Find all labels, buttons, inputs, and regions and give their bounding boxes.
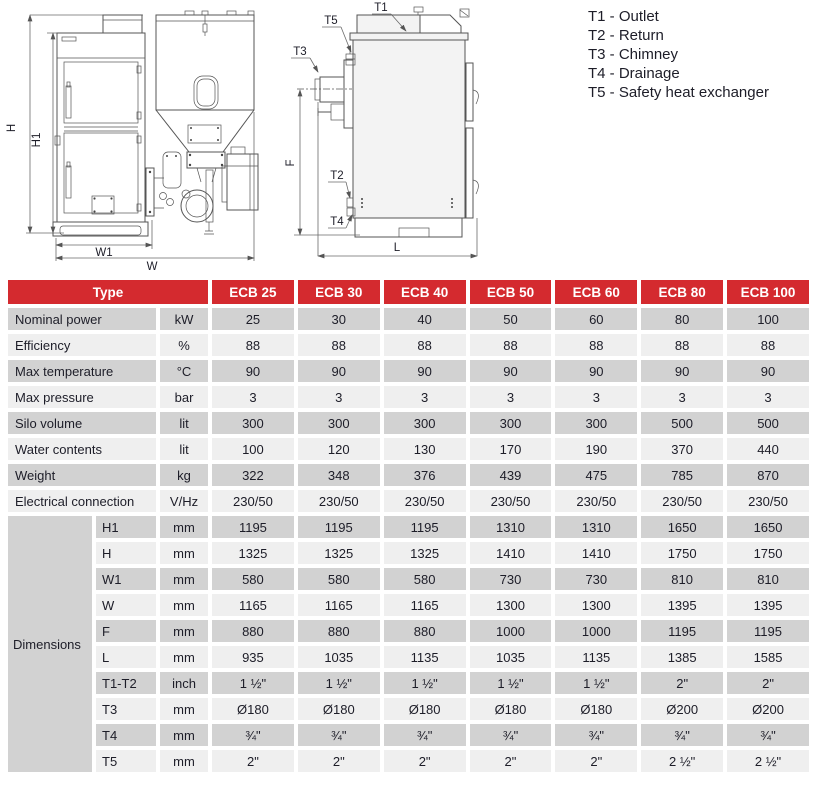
- value-cell: 2": [555, 750, 637, 772]
- value-cell: 1 ½": [212, 672, 294, 694]
- row-unit: mm: [160, 724, 208, 746]
- dim-label-f: F: [285, 159, 297, 167]
- dimension-label: W: [96, 594, 156, 616]
- value-cell: 40: [384, 308, 466, 330]
- legend-item-t5: T5 - Safety heat exchanger: [588, 84, 769, 101]
- spec-row: [8, 308, 809, 330]
- value-cell: 1650: [641, 516, 723, 538]
- value-cell: 100: [212, 438, 294, 460]
- row-label: Electrical connection: [8, 490, 156, 512]
- value-cell: 1410: [470, 542, 552, 564]
- ports-legend: [588, 7, 769, 102]
- dim-label-w: W: [146, 261, 158, 273]
- row-label: Water contents: [8, 438, 156, 460]
- model-column-header: ECB 25: [212, 280, 294, 304]
- dimension-label: F: [96, 620, 156, 642]
- value-cell: 1325: [212, 542, 294, 564]
- value-cell: 230/50: [212, 490, 294, 512]
- model-column-header: ECB 30: [298, 280, 380, 304]
- value-cell: 730: [470, 568, 552, 590]
- type-column-header: Type: [8, 280, 208, 304]
- value-cell: 3: [384, 386, 466, 408]
- value-cell: 50: [470, 308, 552, 330]
- value-cell: 580: [384, 568, 466, 590]
- legend-item-t2: T2 - Return: [588, 27, 664, 44]
- model-column-header: ECB 50: [470, 280, 552, 304]
- dimension-row: [8, 646, 809, 668]
- spec-row: [8, 334, 809, 356]
- value-cell: 1000: [470, 620, 552, 642]
- value-cell: 1325: [298, 542, 380, 564]
- value-cell: 30: [298, 308, 380, 330]
- value-cell: 90: [641, 360, 723, 382]
- table-header-row: [8, 280, 809, 304]
- value-cell: 3: [298, 386, 380, 408]
- value-cell: 1 ½": [384, 672, 466, 694]
- value-cell: 1135: [555, 646, 637, 668]
- row-unit: mm: [160, 568, 208, 590]
- value-cell: 1310: [470, 516, 552, 538]
- dim-label-l: L: [393, 242, 401, 254]
- value-cell: 90: [727, 360, 809, 382]
- value-cell: 500: [727, 412, 809, 434]
- dimension-label: L: [96, 646, 156, 668]
- value-cell: 300: [212, 412, 294, 434]
- value-cell: 1195: [298, 516, 380, 538]
- value-cell: ¾": [470, 724, 552, 746]
- spec-row: [8, 386, 809, 408]
- row-unit: kg: [160, 464, 208, 486]
- value-cell: 88: [641, 334, 723, 356]
- value-cell: 439: [470, 464, 552, 486]
- dim-label-h1: H1: [31, 132, 43, 148]
- value-cell: Ø200: [641, 698, 723, 720]
- value-cell: 100: [727, 308, 809, 330]
- value-cell: 1310: [555, 516, 637, 538]
- dimension-label: W1: [96, 568, 156, 590]
- value-cell: 88: [555, 334, 637, 356]
- value-cell: 230/50: [470, 490, 552, 512]
- value-cell: 2": [212, 750, 294, 772]
- row-unit: mm: [160, 620, 208, 642]
- dimension-label: T1-T2: [96, 672, 156, 694]
- row-unit: lit: [160, 412, 208, 434]
- value-cell: 170: [470, 438, 552, 460]
- value-cell: 1300: [555, 594, 637, 616]
- value-cell: 2 ½": [727, 750, 809, 772]
- value-cell: Ø180: [212, 698, 294, 720]
- value-cell: 300: [555, 412, 637, 434]
- value-cell: 230/50: [298, 490, 380, 512]
- value-cell: 300: [298, 412, 380, 434]
- value-cell: 1195: [212, 516, 294, 538]
- row-unit: mm: [160, 516, 208, 538]
- dimension-row: [8, 750, 809, 772]
- spec-row: [8, 464, 809, 486]
- value-cell: 880: [298, 620, 380, 642]
- value-cell: Ø180: [470, 698, 552, 720]
- value-cell: 1000: [555, 620, 637, 642]
- value-cell: ¾": [212, 724, 294, 746]
- row-unit: mm: [160, 542, 208, 564]
- row-unit: %: [160, 334, 208, 356]
- row-unit: mm: [160, 646, 208, 668]
- value-cell: 475: [555, 464, 637, 486]
- model-column-header: ECB 40: [384, 280, 466, 304]
- row-label: Efficiency: [8, 334, 156, 356]
- value-cell: 1165: [384, 594, 466, 616]
- row-unit: inch: [160, 672, 208, 694]
- row-unit: bar: [160, 386, 208, 408]
- value-cell: 88: [384, 334, 466, 356]
- port-label-t2: T2: [330, 170, 344, 182]
- value-cell: 2": [298, 750, 380, 772]
- value-cell: 230/50: [555, 490, 637, 512]
- value-cell: 1195: [384, 516, 466, 538]
- value-cell: 190: [555, 438, 637, 460]
- value-cell: 348: [298, 464, 380, 486]
- row-label: Nominal power: [8, 308, 156, 330]
- dimension-label: T3: [96, 698, 156, 720]
- value-cell: 376: [384, 464, 466, 486]
- port-label-t1: T1: [374, 2, 388, 14]
- value-cell: 3: [727, 386, 809, 408]
- value-cell: 2": [727, 672, 809, 694]
- dimension-label: T4: [96, 724, 156, 746]
- specifications-table: [4, 276, 813, 776]
- value-cell: 1035: [470, 646, 552, 668]
- value-cell: Ø180: [555, 698, 637, 720]
- value-cell: 730: [555, 568, 637, 590]
- value-cell: 1385: [641, 646, 723, 668]
- value-cell: 1325: [384, 542, 466, 564]
- value-cell: 1750: [641, 542, 723, 564]
- value-cell: 1195: [641, 620, 723, 642]
- value-cell: 88: [470, 334, 552, 356]
- dimension-row: [8, 672, 809, 694]
- value-cell: 120: [298, 438, 380, 460]
- legend-item-t1: T1 - Outlet: [588, 8, 659, 25]
- dimension-label: H: [96, 542, 156, 564]
- value-cell: 1165: [212, 594, 294, 616]
- dim-label-w1: W1: [95, 247, 113, 259]
- value-cell: 90: [470, 360, 552, 382]
- value-cell: 785: [641, 464, 723, 486]
- value-cell: 870: [727, 464, 809, 486]
- spec-row: [8, 412, 809, 434]
- value-cell: 2": [384, 750, 466, 772]
- row-unit: °C: [160, 360, 208, 382]
- value-cell: 1135: [384, 646, 466, 668]
- row-label: Max pressure: [8, 386, 156, 408]
- value-cell: 880: [384, 620, 466, 642]
- spec-row: [8, 360, 809, 382]
- row-unit: lit: [160, 438, 208, 460]
- value-cell: ¾": [298, 724, 380, 746]
- row-label: Silo volume: [8, 412, 156, 434]
- dimension-row: [8, 594, 809, 616]
- value-cell: 440: [727, 438, 809, 460]
- value-cell: 90: [212, 360, 294, 382]
- value-cell: 1300: [470, 594, 552, 616]
- port-label-t5: T5: [324, 15, 338, 27]
- port-label-t3: T3: [293, 46, 307, 58]
- boiler-front-view-drawing: [6, 11, 258, 273]
- spec-row: [8, 490, 809, 512]
- dimension-row: [8, 542, 809, 564]
- value-cell: 25: [212, 308, 294, 330]
- dimension-label: H1: [96, 516, 156, 538]
- value-cell: 1 ½": [298, 672, 380, 694]
- value-cell: 3: [555, 386, 637, 408]
- value-cell: 1 ½": [470, 672, 552, 694]
- value-cell: 90: [555, 360, 637, 382]
- value-cell: Ø180: [298, 698, 380, 720]
- row-unit: mm: [160, 698, 208, 720]
- row-label: Weight: [8, 464, 156, 486]
- value-cell: 230/50: [727, 490, 809, 512]
- row-unit: mm: [160, 750, 208, 772]
- dim-label-h: H: [6, 123, 18, 133]
- value-cell: 1410: [555, 542, 637, 564]
- value-cell: 3: [212, 386, 294, 408]
- value-cell: 1 ½": [555, 672, 637, 694]
- value-cell: 322: [212, 464, 294, 486]
- value-cell: 130: [384, 438, 466, 460]
- value-cell: 1395: [727, 594, 809, 616]
- value-cell: 230/50: [641, 490, 723, 512]
- value-cell: 1395: [641, 594, 723, 616]
- row-label: Max temperature: [8, 360, 156, 382]
- port-label-t4: T4: [330, 216, 344, 228]
- dimension-row: [8, 568, 809, 590]
- value-cell: Ø180: [384, 698, 466, 720]
- value-cell: 1750: [727, 542, 809, 564]
- spec-row: [8, 438, 809, 460]
- dimensions-group-label: Dimensions: [8, 516, 92, 772]
- value-cell: 3: [641, 386, 723, 408]
- value-cell: Ø200: [727, 698, 809, 720]
- model-column-header: ECB 100: [727, 280, 809, 304]
- legend-item-t4: T4 - Drainage: [588, 65, 680, 82]
- dimension-row: [8, 516, 809, 538]
- value-cell: 580: [298, 568, 380, 590]
- value-cell: 300: [470, 412, 552, 434]
- value-cell: ¾": [555, 724, 637, 746]
- value-cell: 810: [727, 568, 809, 590]
- value-cell: 88: [212, 334, 294, 356]
- value-cell: 935: [212, 646, 294, 668]
- value-cell: 230/50: [384, 490, 466, 512]
- value-cell: ¾": [384, 724, 466, 746]
- value-cell: 1035: [298, 646, 380, 668]
- technical-drawings: [0, 0, 570, 278]
- value-cell: 88: [298, 334, 380, 356]
- value-cell: 810: [641, 568, 723, 590]
- value-cell: 500: [641, 412, 723, 434]
- value-cell: ¾": [727, 724, 809, 746]
- value-cell: ¾": [641, 724, 723, 746]
- row-unit: mm: [160, 594, 208, 616]
- value-cell: 1195: [727, 620, 809, 642]
- value-cell: 2": [470, 750, 552, 772]
- dimension-row: [8, 698, 809, 720]
- value-cell: 1585: [727, 646, 809, 668]
- value-cell: 1650: [727, 516, 809, 538]
- dimension-row: [8, 724, 809, 746]
- legend-item-t3: T3 - Chimney: [588, 46, 679, 63]
- value-cell: 2 ½": [641, 750, 723, 772]
- value-cell: 90: [384, 360, 466, 382]
- model-column-header: ECB 60: [555, 280, 637, 304]
- dimension-label: T5: [96, 750, 156, 772]
- value-cell: 370: [641, 438, 723, 460]
- row-unit: kW: [160, 308, 208, 330]
- boiler-side-view-drawing: [285, 2, 478, 256]
- value-cell: 80: [641, 308, 723, 330]
- value-cell: 60: [555, 308, 637, 330]
- value-cell: 580: [212, 568, 294, 590]
- value-cell: 90: [298, 360, 380, 382]
- value-cell: 1165: [298, 594, 380, 616]
- value-cell: 300: [384, 412, 466, 434]
- value-cell: 3: [470, 386, 552, 408]
- row-unit: V/Hz: [160, 490, 208, 512]
- dimension-row: [8, 620, 809, 642]
- value-cell: 880: [212, 620, 294, 642]
- value-cell: 2": [641, 672, 723, 694]
- model-column-header: ECB 80: [641, 280, 723, 304]
- value-cell: 88: [727, 334, 809, 356]
